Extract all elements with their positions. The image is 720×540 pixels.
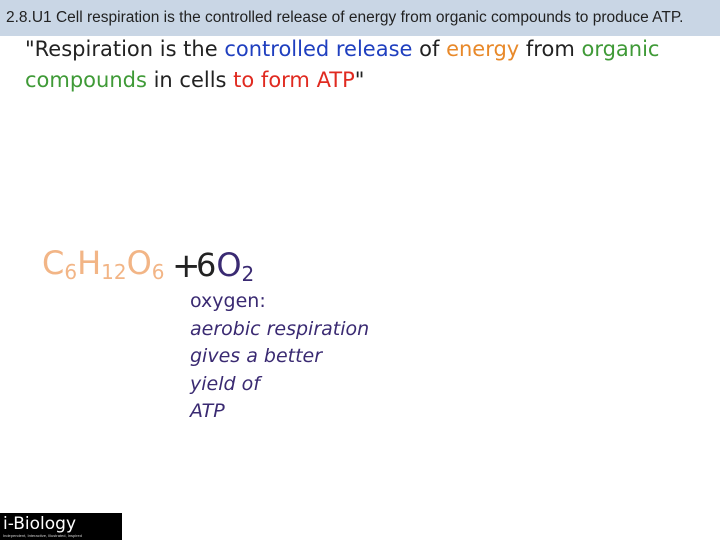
logo-tagline: Independent, Interactive, Illustrated, Inspired	[3, 533, 82, 538]
note-line: yield of	[190, 372, 260, 395]
glucose-h-sub: 12	[101, 260, 127, 284]
glucose-formula	[42, 244, 165, 284]
quote-to-form-atp: to form ATP	[233, 68, 355, 92]
note-line: aerobic respiration	[190, 317, 370, 340]
note-line: gives a better	[190, 345, 323, 367]
note-line: oxygen:	[190, 290, 266, 312]
quote-organic: organic	[581, 37, 660, 61]
definition-quote	[25, 34, 705, 96]
glucose-c: C	[42, 244, 65, 282]
quote-part: "Respiration is the	[25, 37, 225, 61]
glucose-c-sub: 6	[64, 260, 78, 284]
slide-title: 2.8.U1 Cell respiration is the controlled release of energy from organic compounds to produce ATP.	[6, 9, 684, 26]
note-line: ATP	[190, 400, 225, 422]
quote-energy: energy	[446, 37, 520, 61]
glucose-o: O	[126, 244, 152, 282]
oxygen-coefficient: 6	[196, 246, 217, 284]
oxygen-formula	[196, 246, 254, 286]
plus-sign: +	[172, 246, 201, 286]
quote-part: of	[412, 37, 447, 61]
glucose-h: H	[77, 244, 102, 282]
glucose-o-sub: 6	[151, 260, 165, 284]
quote-part: in cells	[146, 68, 234, 92]
quote-compounds: compounds	[25, 68, 147, 92]
oxygen-sub: 2	[241, 262, 255, 286]
oxygen-note	[190, 288, 369, 426]
i-biology-logo	[0, 513, 122, 540]
logo-text: i-Biology	[3, 514, 77, 534]
quote-part: "	[354, 68, 365, 92]
title-bar	[0, 0, 720, 36]
quote-controlled-release: controlled release	[224, 37, 413, 61]
quote-part: from	[519, 37, 582, 61]
oxygen-o: O	[216, 246, 242, 284]
